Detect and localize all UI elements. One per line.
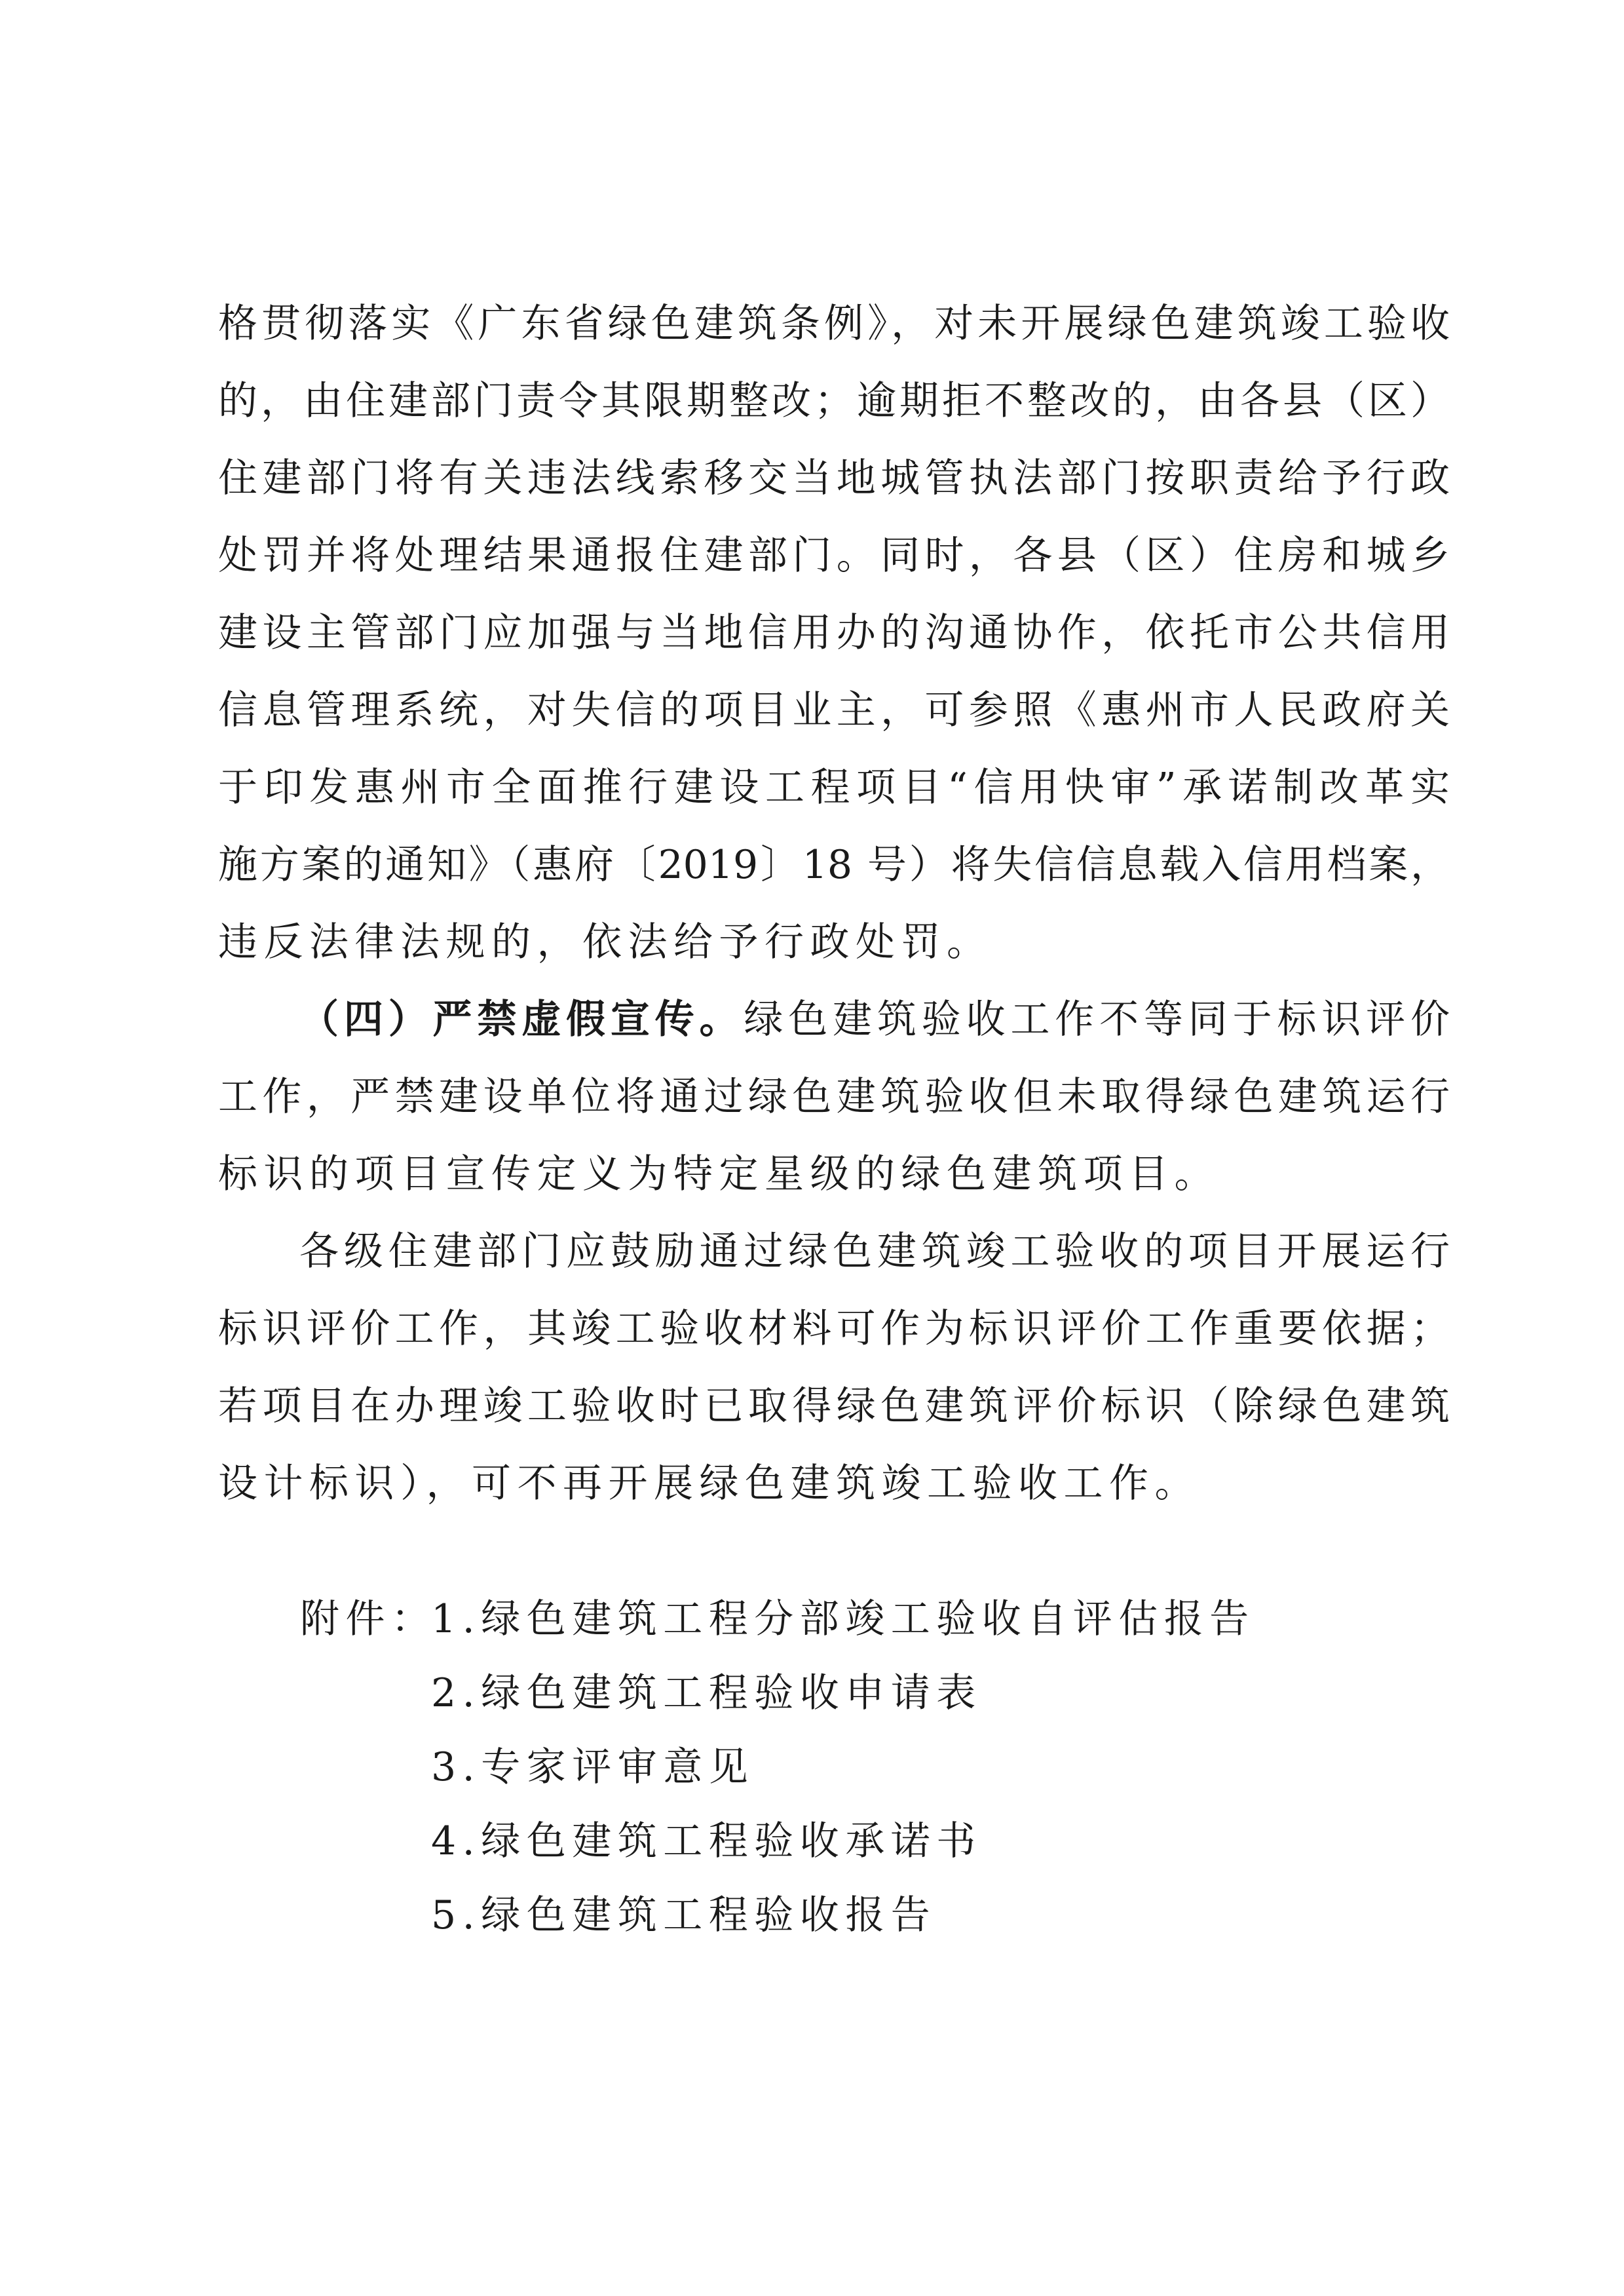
section-heading: （四）严禁虚假宣传。 (299, 997, 744, 1043)
attachments-label: 附件： (300, 1596, 437, 1642)
text-line: 施方案的通知》（惠府〔2019〕18 号）将失信信息载入信用档案， (218, 842, 1450, 888)
attachment-item: 2.绿色建筑工程验收申请表 (431, 1670, 982, 1716)
text-span: 绿色建筑验收工作不等同于标识评价 (744, 997, 1450, 1043)
attachments-list (300, 1582, 1348, 1953)
attachment-item: 5.绿色建筑工程验收报告 (431, 1892, 937, 1938)
text-line: 工作，严禁建设单位将通过绿色建筑验收但未取得绿色建筑运行 (218, 1074, 1450, 1120)
text-line: 各级住建部门应鼓励通过绿色建筑竣工验收的项目开展运行 (299, 1229, 1450, 1274)
attachment-row (300, 1731, 1348, 1805)
text-line: 若项目在办理竣工验收时已取得绿色建筑评价标识（除绿色建筑 (218, 1383, 1450, 1429)
paragraph-operation-label (218, 1213, 1450, 1522)
document-body (218, 285, 1450, 1522)
text-line: 于印发惠州市全面推行建设工程项目“信用快审”承诺制改革实 (218, 765, 1450, 811)
text-line: 格贯彻落实《广东省绿色建筑条例》，对未开展绿色建筑竣工验收 (218, 301, 1450, 347)
text-line: 标识的项目宣传定义为特定星级的绿色建筑项目。 (218, 1151, 1220, 1197)
text-line: 的，由住建部门责令其限期整改；逾期拒不整改的，由各县（区） (218, 378, 1450, 424)
paragraph-false-advertising (218, 981, 1450, 1213)
attachment-item: 4.绿色建筑工程验收承诺书 (431, 1818, 982, 1864)
paragraph-enforcement (218, 285, 1450, 981)
attachment-row (300, 1879, 1348, 1953)
text-line: 住建部门将有关违法线索移交当地城管执法部门按职责给予行政 (218, 455, 1450, 501)
attachment-item: 3.专家评审意见 (431, 1744, 755, 1790)
attachment-row (300, 1582, 1348, 1656)
text-line: 标识评价工作，其竣工验收材料可作为标识评价工作重要依据； (218, 1306, 1450, 1352)
text-line (218, 981, 1450, 1058)
text-line: 违反法律法规的，依法给予行政处罚。 (218, 919, 992, 965)
text-line: 建设主管部门应加强与当地信用办的沟通协作，依托市公共信用 (218, 610, 1450, 656)
attachment-item: 1.绿色建筑工程分部竣工验收自评估报告 (431, 1596, 1255, 1642)
attachment-row (300, 1656, 1348, 1731)
text-line: 处罚并将处理结果通报住建部门。同时，各县（区）住房和城乡 (218, 533, 1450, 579)
attachment-row (300, 1805, 1348, 1879)
text-line: 信息管理系统，对失信的项目业主，可参照《惠州市人民政府关 (218, 687, 1450, 733)
text-line: 设计标识），可不再开展绿色建筑竣工验收工作。 (218, 1461, 1200, 1506)
